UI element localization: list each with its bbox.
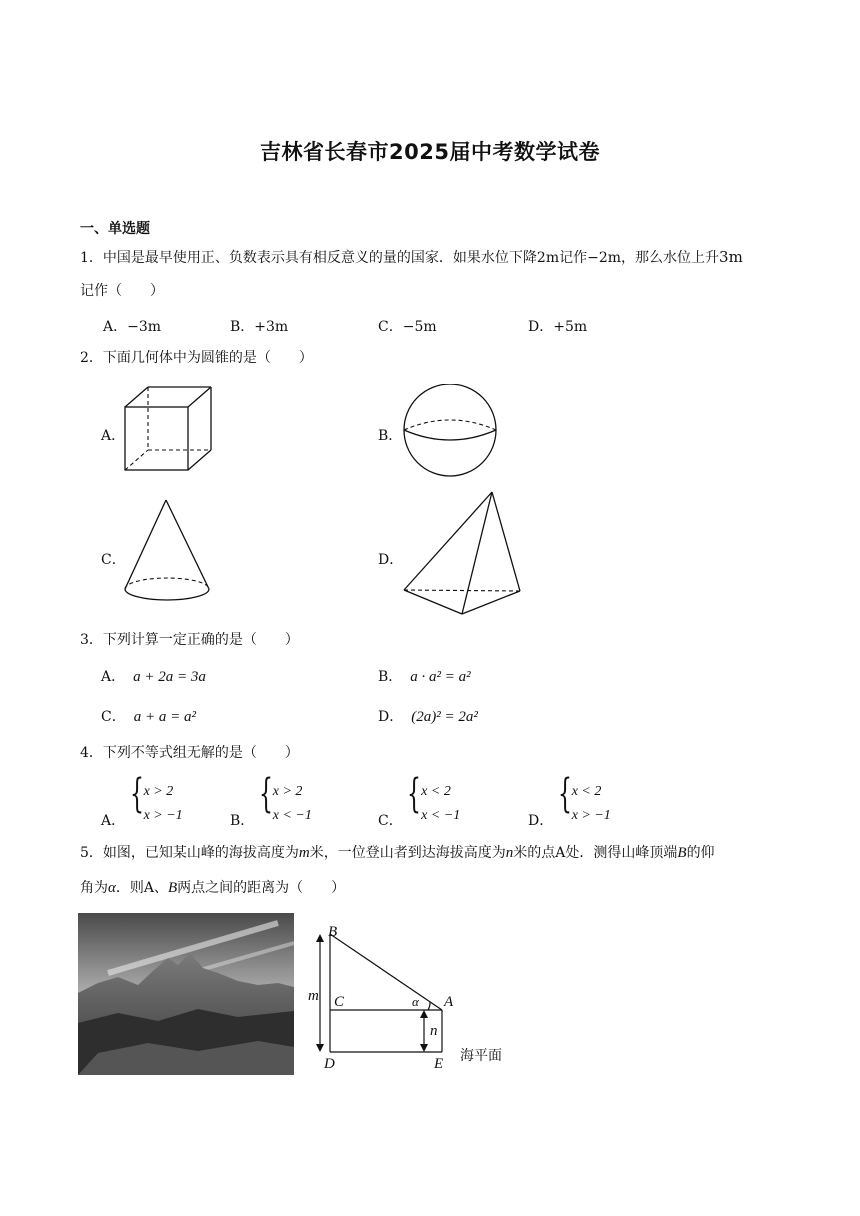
option-label: B． [230, 319, 255, 335]
q1-text-a: 中国是最早使用正、负数表示具有相反意义的量的国家．如果水位下降 [102, 250, 537, 266]
q3-option-d[interactable] [378, 706, 478, 726]
page-title: 吉林省长春市2025届中考数学试卷 [260, 140, 600, 164]
mountain-photo [78, 913, 294, 1075]
q5-var-b: B [677, 845, 687, 861]
option-label: D． [528, 813, 554, 829]
question-5 [80, 843, 790, 863]
option-label: B． [230, 813, 255, 829]
q1-m3: 3m [719, 248, 743, 266]
option-label: D． [378, 709, 404, 725]
q5-line-2 [80, 878, 345, 898]
inequality-line: x < 2 [571, 784, 602, 799]
question-3 [80, 630, 299, 650]
inequality-line: x < −1 [421, 808, 461, 823]
option-value: −5m [402, 319, 437, 335]
q5-line2-b: ．则A、 [115, 880, 168, 896]
q1-text-d: 记作（ ） [80, 283, 164, 299]
label-c: C [334, 994, 345, 1010]
q1-number: 1． [80, 250, 103, 266]
label-a: A [444, 994, 454, 1010]
q4-option-d[interactable] [528, 771, 611, 830]
cube-figure[interactable] [122, 384, 218, 474]
q5-text-d: 的仰 [686, 845, 715, 861]
option-expression: a + 2a = 3a [133, 669, 206, 685]
q1-option-b[interactable] [230, 316, 288, 336]
inequality-line: x > 2 [272, 784, 303, 799]
q5-text-c: 米的点A处．测得山峰顶端 [513, 845, 678, 861]
inequality-line: x > 2 [143, 784, 174, 799]
label-d: D [324, 1056, 335, 1072]
q5-var-m: m [298, 845, 310, 861]
option-label: A． [101, 669, 126, 685]
option-label: B． [378, 669, 403, 685]
inequality-line: x > −1 [143, 808, 183, 823]
q1-option-a[interactable] [103, 316, 161, 336]
label-b: B [328, 924, 338, 940]
label-alpha: α [412, 994, 419, 1009]
q1-text-c: ，那么水位上升 [621, 250, 720, 266]
q5-number: 5． [80, 845, 103, 861]
option-value: +5m [553, 319, 588, 335]
q1-option-d[interactable] [528, 316, 587, 336]
q5-var-alpha: α [108, 880, 116, 896]
q5-text-b: 米，一位登山者到达海拔高度为 [309, 845, 506, 861]
label-e: E [434, 1056, 444, 1072]
sphere-figure[interactable] [400, 384, 502, 478]
q4-option-a[interactable] [101, 771, 183, 830]
question-2 [80, 348, 313, 368]
q1-option-c[interactable] [378, 316, 437, 336]
q4-option-b[interactable] [230, 771, 312, 830]
option-label: A． [101, 813, 126, 829]
cone-figure[interactable] [120, 496, 216, 608]
question-4 [80, 743, 299, 763]
option-expression: a + a = a² [133, 709, 196, 725]
q5-line2-c: 两点之间的距离为（ ） [177, 880, 346, 896]
label-sea-level: 海平面 [460, 1049, 502, 1064]
q1-text-b: 记作 [559, 250, 588, 266]
q3-number: 3． [80, 632, 103, 648]
q3-option-a[interactable] [101, 666, 206, 686]
q4-number: 4． [80, 745, 103, 761]
option-label: C． [101, 709, 126, 725]
inequality-line: x < −1 [272, 808, 312, 823]
q2-label-c[interactable]: C． [101, 552, 126, 568]
option-label: A． [103, 319, 128, 335]
inequality-system: { x > 2 x < −1 [259, 780, 312, 828]
q5-text-a: 如图，已知某山峰的海拔高度为 [102, 845, 299, 861]
inequality-system: { x < 2 x < −1 [407, 780, 460, 828]
q3-option-b[interactable] [378, 666, 471, 686]
option-label: C． [378, 813, 403, 829]
option-expression: (2a)² = 2a² [411, 709, 478, 725]
inequality-line: x < 2 [421, 784, 451, 799]
option-label: D． [528, 319, 554, 335]
q2-label-d[interactable]: D． [378, 552, 404, 568]
q4-text: 下列不等式组无解的是（ ） [102, 745, 299, 761]
question-1 [80, 247, 790, 268]
q3-option-c[interactable] [101, 706, 196, 726]
option-value: +3m [254, 319, 289, 335]
option-label: C． [378, 319, 403, 335]
q5-line2-a: 角为 [80, 880, 108, 896]
section-heading: 一、单选题 [80, 221, 150, 237]
q1-m2: −2m [587, 250, 622, 266]
q2-text: 下面几何体中为圆锥的是（ ） [102, 350, 313, 366]
q1-m1: 2m [536, 250, 560, 266]
option-value: −3m [127, 319, 162, 335]
q3-text: 下列计算一定正确的是（ ） [102, 632, 299, 648]
inequality-system: { x < 2 x > −1 [558, 780, 611, 828]
label-n: n [430, 1023, 438, 1039]
elevation-diagram [300, 918, 530, 1076]
q2-number: 2． [80, 350, 103, 366]
q2-label-a[interactable]: A． [101, 428, 126, 444]
q4-option-c[interactable] [378, 771, 461, 830]
inequality-line: x > −1 [571, 808, 611, 823]
inequality-system: { x > 2 x > −1 [130, 780, 183, 828]
q5-var-n: n [505, 845, 514, 861]
pyramid-figure[interactable] [400, 488, 524, 618]
q2-label-b[interactable]: B． [378, 428, 403, 444]
q5-var-b2: B [168, 880, 178, 896]
option-expression: a · a² = a² [410, 669, 471, 685]
label-m: m [308, 988, 319, 1004]
